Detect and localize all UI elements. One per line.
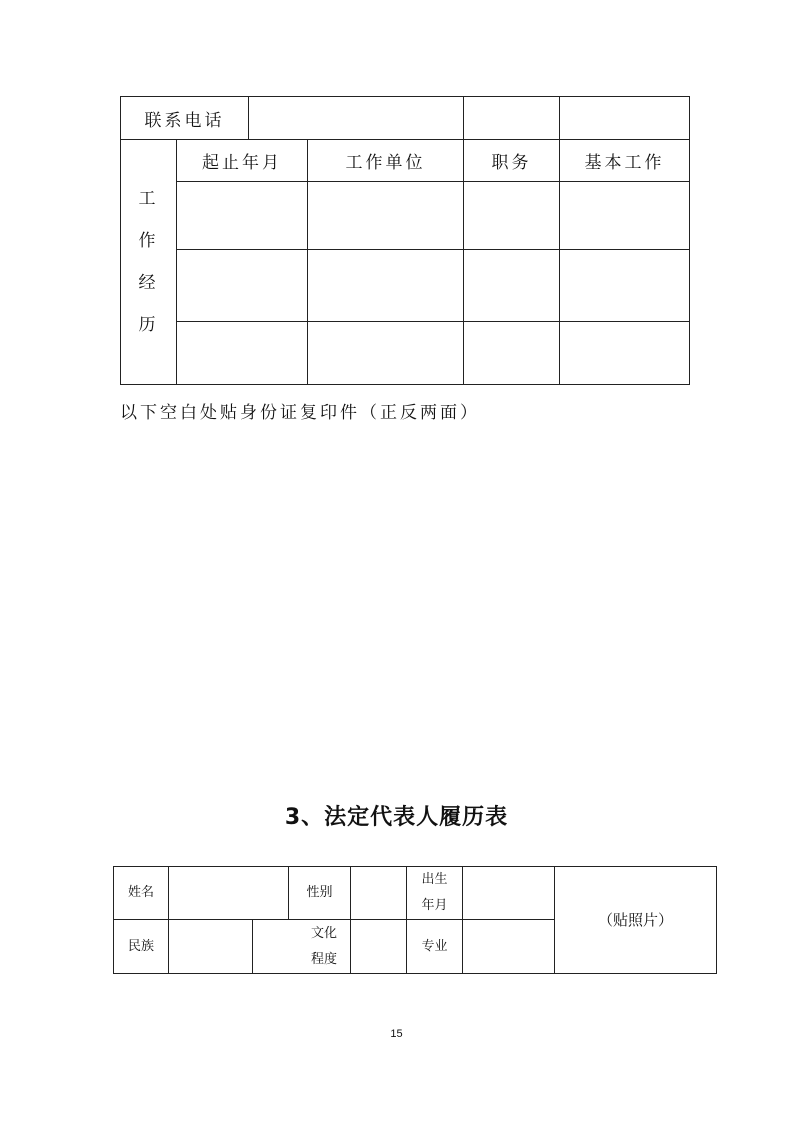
ethnicity-value-cell[interactable] [169,920,253,974]
position-cell[interactable] [464,250,560,322]
gender-label: 性别 [289,867,351,920]
gender-value-cell[interactable] [351,867,407,920]
education-label [253,920,351,974]
photo-cell[interactable]: （贴照片） [555,867,717,974]
header-employer: 工作单位 [308,140,464,182]
duties-cell[interactable] [560,322,690,385]
education-label-line2: 程度 [311,951,338,967]
work-header-row [121,140,690,182]
header-period: 起止年月 [177,140,308,182]
resume-row-1 [114,867,717,920]
header-position: 职务 [464,140,560,182]
education-label-line1: 文化 [311,925,338,941]
birth-label-line2: 年月 [421,898,448,913]
table-row [121,322,690,385]
position-cell[interactable] [464,322,560,385]
name-label: 姓名 [114,867,169,920]
phone-extra-cell-2[interactable] [560,97,690,140]
work-label-char: 工 [138,189,159,209]
page-number: 15 [390,1028,403,1040]
phone-value-cell[interactable] [249,97,464,140]
work-history-label [121,140,177,385]
work-history-table [120,96,690,385]
contact-row [121,97,690,140]
birth-label-line1: 出生 [421,872,448,887]
work-label-char: 经 [138,273,159,293]
table-row [121,250,690,322]
employer-cell[interactable] [308,322,464,385]
phone-label: 联系电话 [121,97,249,140]
education-value-cell[interactable] [351,920,407,974]
work-label-char: 作 [138,231,159,251]
employer-cell[interactable] [308,182,464,250]
work-label-char: 历 [138,315,159,335]
position-cell[interactable] [464,182,560,250]
phone-extra-cell-1[interactable] [464,97,560,140]
period-cell[interactable] [177,322,308,385]
birth-label [407,867,463,920]
id-copy-note: 以下空白处贴身份证复印件（正反两面） [120,403,480,423]
ethnicity-label: 民族 [114,920,169,974]
major-value-cell[interactable] [463,920,555,974]
period-cell[interactable] [177,182,308,250]
duties-cell[interactable] [560,250,690,322]
legal-rep-resume-table [113,866,717,974]
birth-value-cell[interactable] [463,867,555,920]
period-cell[interactable] [177,250,308,322]
employer-cell[interactable] [308,250,464,322]
table-row [121,182,690,250]
section-title: 3、法定代表人履历表 [284,805,509,830]
duties-cell[interactable] [560,182,690,250]
header-duties: 基本工作 [560,140,690,182]
name-value-cell[interactable] [169,867,289,920]
major-label: 专业 [407,920,463,974]
